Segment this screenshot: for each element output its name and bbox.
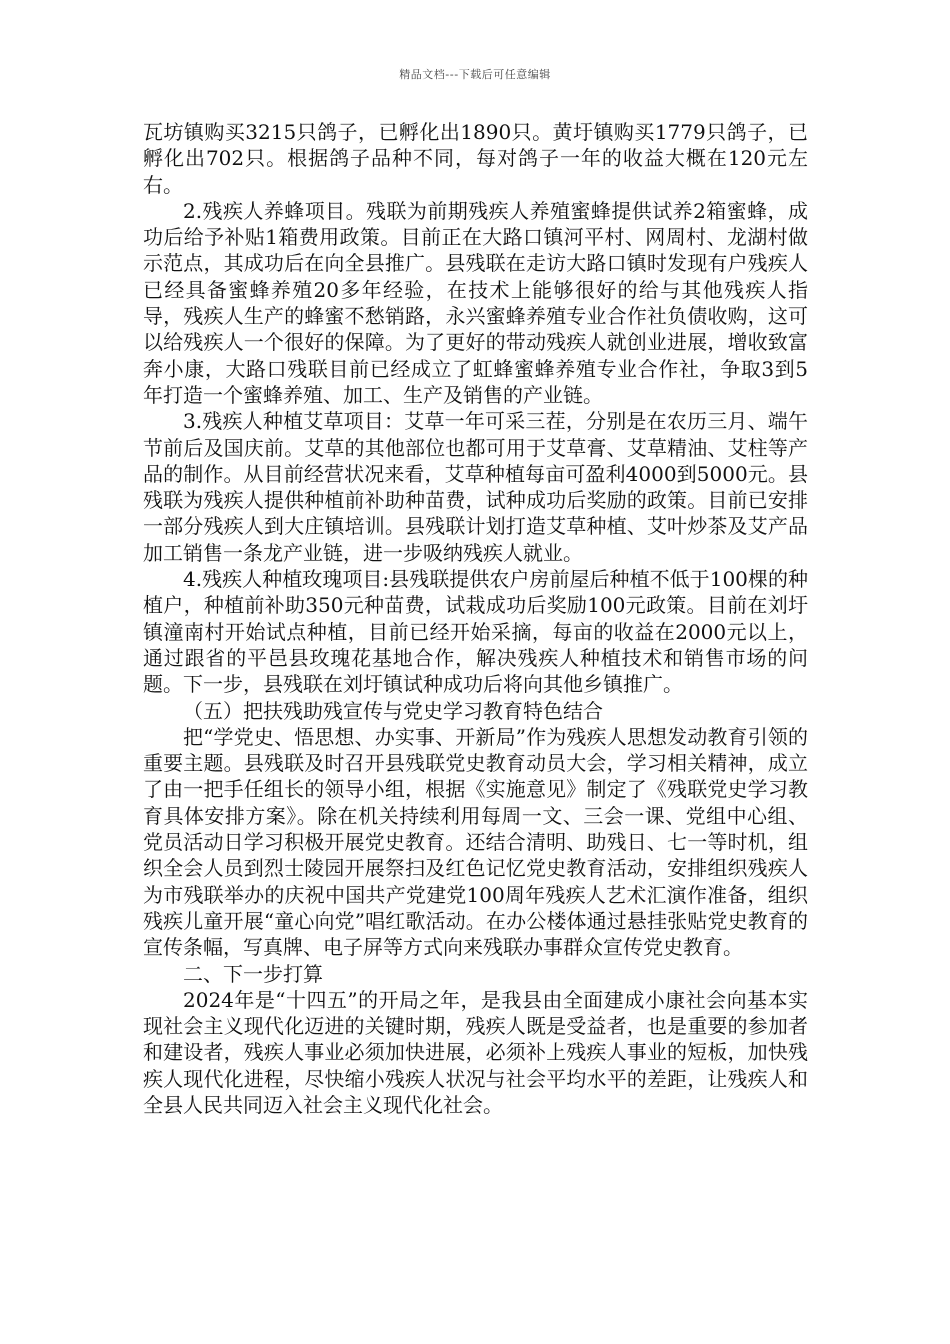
paragraph-pigeon-continued: 瓦坊镇购买3215只鸽子，已孵化出1890只。黄圩镇购买1779只鸽子，已孵化出702只。根据鸽子品种不同，每对鸽子一年的收益大概在120元左右。 [143,120,808,197]
paragraph-mugwort: 3.残疾人种植艾草项目：艾草一年可采三茬，分别是在农历三月、端午节前后及国庆前。艾草的其他部位也都可用于艾草膏、艾草精油、艾柱等产品的制作。从目前经营状况来看，艾草种植每亩可盈利4000到5000元。县残联为残疾人提供种植前补助种苗费，试种成功后奖励的政策。目前已安排一部分残疾人到大庄镇培训。县残联计划打造艾草种植、艾叶炒茶及艾产品加工销售一条龙产业链，进一步吸纳残疾人就业。 [143,409,808,565]
section-heading-next-steps: 二、下一步打算 [183,961,323,986]
paragraph-party-history: 把“学党史、悟思想、办实事、开新局”作为残疾人思想发动教育引领的重要主题。县残联及时召开县残联党史教育动员大会，学习相关精神，成立了由一把手任组长的领导小组，根据《实施意见》制定了《残联党史学习教育具体安排方案》。除在机关持续利用每周一文、三会一课、党组中心组、党员活动日学习积极开展党史教育。还结合清明、助残日、七一等时机，组织全会人员到烈士陵园开展祭扫及红色记忆党史教育活动，安排组织残疾人为市残联举办的庆祝中国共产党建党100周年残疾人艺术汇演作准备，组织残疾儿童开展“童心向党”唱红歌活动。在办公楼体通过悬挂张贴党史教育的宣传条幅，写真牌、电子屏等方式向来残联办事群众宣传党史教育。 [143,724,808,960]
page-header: 精品文档---下载后可任意编辑 [399,68,551,81]
paragraph-beekeeping: 2.残疾人养蜂项目。残联为前期残疾人养殖蜜蜂提供试养2箱蜜蜂，成功后给予补贴1箱费用政策。目前正在大路口镇河平村、网周村、龙湖村做示范点，其成功后在向全县推广。县残联在走访大路口镇时发现有户残疾人已经具备蜜蜂养殖20多年经验，在技术上能够很好的给与其他残疾人指导，残疾人生产的蜂蜜不愁销路，永兴蜜蜂养殖专业合作社负债收购，这可以给残疾人一个很好的保障。为了更好的带动残疾人就创业进展，增收致富奔小康，大路口残联目前已经成立了虹蜂蜜蜂养殖专业合作社，争取3到5年打造一个蜜蜂养殖、加工、生产及销售的产业链。 [143,198,808,407]
section-heading-five: （五）把扶残助残宣传与党史学习教育特色结合 [183,698,603,723]
document-body [143,119,808,1118]
paragraph-plan-2024: 2024年是“十四五”的开局之年，是我县由全面建成小康社会向基本实现社会主义现代化迈进的关键时期，残疾人既是受益者，也是重要的参加者和建设者，残疾人事业必须加快进展，必须补上残疾人事业的短板，加快残疾人现代化进程，尽快缩小残疾人状况与社会平均水平的差距，让残疾人和全县人民共同迈入社会主义现代化社会。 [143,987,808,1117]
paragraph-rose: 4.残疾人种植玫瑰项目:县残联提供农户房前屋后种植不低于100棵的种植户，种植前补助350元种苗费，试栽成功后奖励100元政策。目前在刘圩镇潼南村开始试点种植，目前已经开始采摘，每亩的收益在2000元以上，通过跟省的平邑县玫瑰花基地合作，解决残疾人种植技术和销售市场的问题。下一步，县残联在刘圩镇试种成功后将向其他乡镇推广。 [143,567,808,697]
